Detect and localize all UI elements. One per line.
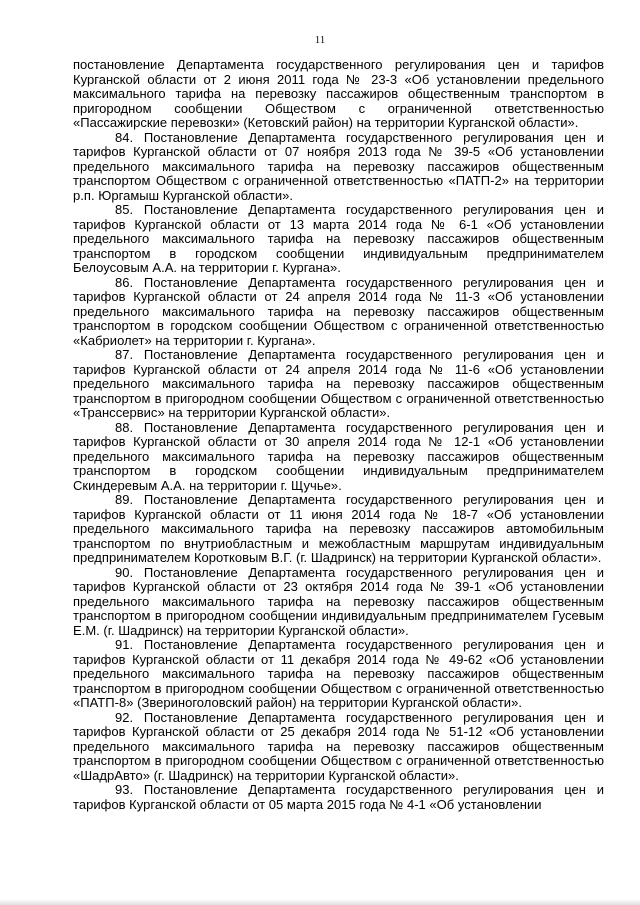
list-item-91: 91. Постановление Департамента государственного регулирования цен и тарифов Курганской области от 11 декабря 2014 года № 49-62 «Об установлении предельного максимального тарифа на перевозку пассажиров общественным транспортом в пригородном сообщении Обществом с ограниченной ответственностью «ПАТП-8» (Звериноголовский район) на территории Курганской области». (73, 637, 604, 710)
page-bottom-edge (0, 899, 640, 905)
list-item-90: 90. Постановление Департамента государственного регулирования цен и тарифов Курганской области от 23 октября 2014 года № 39-1 «Об установлении предельного максимального тарифа на перевозку пассажиров общественным транспортом в пригородном сообщении индивидуальным предпринимателем Гусевым Е.М. (г. Шадринск) на территории Курганской области». (73, 564, 604, 638)
list-item-88: 88. Постановление Департамента государственного регулирования цен и тарифов Курганской области от 30 апреля 2014 года № 12-1 «Об установлении предельного максимального тарифа на перевозку пассажиров общественным транспортом в городском сообщении индивидуальным предпринимателем Скиндеревым А.А. на территории г. Щучье». (73, 419, 604, 493)
list-item-87: 87. Постановление Департамента государственного регулирования цен и тарифов Курганской области от 24 апреля 2014 года № 11-6 «Об установлении предельного максимального тарифа на перевозку пассажиров общественным транспортом в пригородном сообщении Обществом с ограниченной ответственностью «Транссервис» на территории Курганской области». (73, 347, 604, 420)
list-item-89: 89. Постановление Департамента государственного регулирования цен и тарифов Курганской области от 11 июня 2014 года № 18-7 «Об установлении предельного максимального тарифа на перевозку пассажиров автомобильным транспортом по внутриобластным и межобластным маршрутам индивидуальным предпринимателем Коротковым В.Г. (г. Шадринск) на территории Курганской области». (73, 492, 604, 565)
list-item-84: 84. Постановление Департамента государственного регулирования цен и тарифов Курганской области от 07 ноября 2013 года № 39-5 «Об установлении предельного максимального тарифа на перевозку пассажиров общественным транспортом Обществом с ограниченной ответственностью «ПАТП-2» на территории р.п. Юргамыш Курганской области». (73, 129, 604, 203)
list-item-93: 93. Постановление Департамента государственного регулирования цен и тарифов Курганской области от 05 марта 2015 года № 4-1 «Об установлении (73, 782, 604, 812)
document-body (73, 58, 604, 812)
page-number: 11 (314, 34, 326, 46)
list-item-92: 92. Постановление Департамента государственного регулирования цен и тарифов Курганской области от 25 декабря 2014 года № 51-12 «Об установлении предельного максимального тарифа на перевозку пассажиров общественным транспортом в пригородном сообщении Обществом с ограниченной ответственностью «ШадрАвто» (г. Шадринск) на территории Курганской области». (73, 709, 604, 783)
paragraph-continuation: постановление Департамента государственного регулирования цен и тарифов Курганской области от 2 июня 2011 года № 23-3 «Об установлении предельного максимального тарифа на перевозку пассажиров общественным транспортом в пригородном сообщении Обществом с ограниченной ответственностью «Пассажирские перевозки» (Кетовский район) на территории Курганской области». (73, 57, 604, 130)
list-item-85: 85. Постановление Департамента государственного регулирования цен и тарифов Курганской области от 13 марта 2014 года № 6-1 «Об установлении предельного максимального тарифа на перевозку пассажиров общественным транспортом в городском сообщении индивидуальным предпринимателем Белоусовым А.А. на территории г. Кургана». (73, 202, 604, 275)
list-item-86: 86. Постановление Департамента государственного регулирования цен и тарифов Курганской области от 24 апреля 2014 года № 11-3 «Об установлении предельного максимального тарифа на перевозку пассажиров общественным транспортом в городском сообщении Обществом с ограниченной ответственностью «Кабриолет» на территории г. Кургана». (73, 274, 604, 348)
